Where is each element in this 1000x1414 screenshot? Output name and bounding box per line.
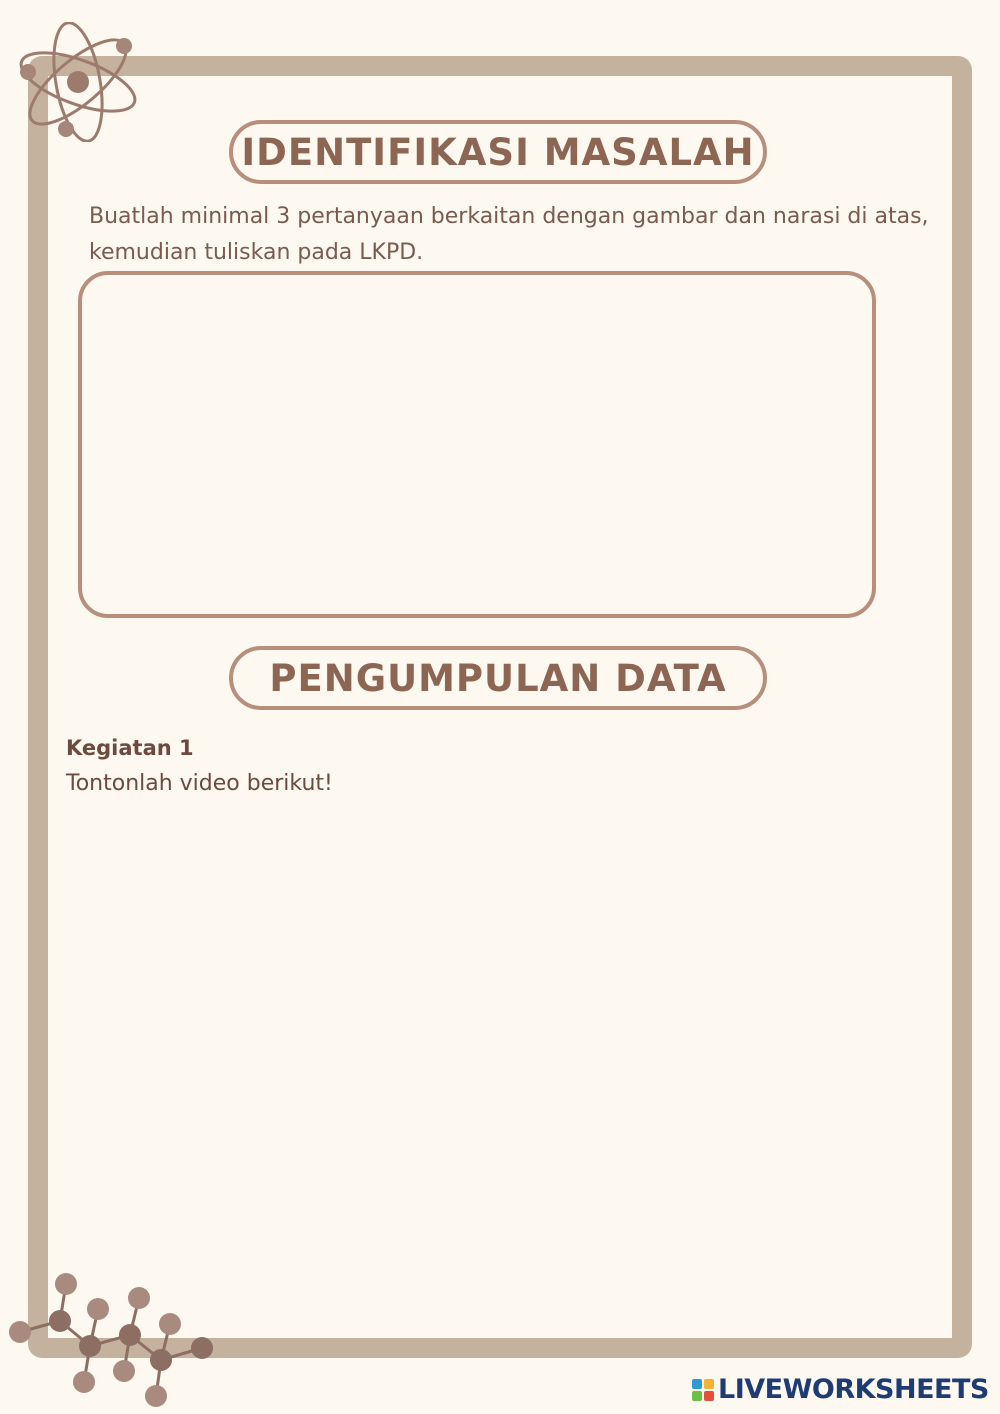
section-title-pengumpulan-data: PENGUMPULAN DATA xyxy=(229,646,767,710)
answer-text-area[interactable] xyxy=(78,271,876,618)
section-title-identifikasi-masalah: IDENTIFIKASI MASALAH xyxy=(229,120,767,184)
activity-instruction: Tontonlah video berikut! xyxy=(66,771,333,796)
brand-name: LIVEWORKSHEETS xyxy=(718,1374,989,1405)
atom-icon xyxy=(14,22,144,142)
brand-watermark xyxy=(692,1374,989,1405)
instruction-text: Buatlah minimal 3 pertanyaan berkaitan dengan gambar dan narasi di atas, kemudian tuliskan pada LKPD. xyxy=(89,204,929,265)
liveworksheets-logo-icon xyxy=(692,1379,714,1401)
molecule-icon xyxy=(4,1268,224,1414)
activity-title: Kegiatan 1 xyxy=(66,736,194,760)
